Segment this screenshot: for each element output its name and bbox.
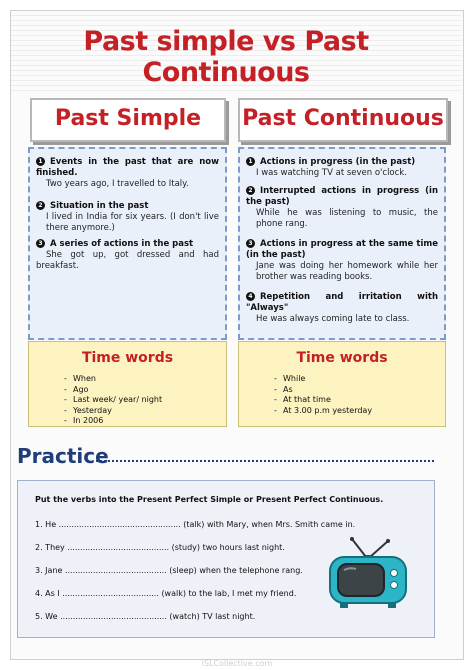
number-badge: 3 — [36, 239, 45, 248]
time-word: - As — [274, 385, 372, 396]
time-words-heading: Time words — [81, 350, 174, 366]
number-badge: 2 — [246, 186, 255, 195]
time-word: - Last week/ year/ night — [64, 395, 162, 406]
time-word: - Ago — [64, 385, 162, 396]
rule-item — [246, 239, 438, 283]
tv-icon — [326, 537, 410, 611]
exercise-sentence: 4. As I ...................................... (walk) to the lab, I met my friend. — [35, 589, 297, 598]
rule-example: Jane was doing her homework while her brother was reading books. — [256, 261, 438, 282]
rule-item — [36, 157, 219, 190]
number-badge: 4 — [246, 292, 255, 301]
time-word: - At that time — [274, 395, 372, 406]
past-continuous-heading: Past Continuous — [238, 98, 448, 142]
rule-example: She got up, got dressed and had breakfast. — [36, 250, 219, 271]
watermark: iSLCollective.com — [201, 659, 273, 668]
time-words-list — [64, 374, 162, 427]
time-word: - In 2006 — [64, 416, 162, 427]
exercise-instruction: Put the verbs into the Present Perfect Simple or Present Perfect Continuous. — [35, 495, 384, 504]
number-badge: 1 — [246, 157, 255, 166]
number-badge: 1 — [36, 157, 45, 166]
number-badge: 3 — [246, 239, 255, 248]
past-continuous-rules-box — [238, 147, 446, 340]
rule-item — [246, 186, 438, 230]
rule-item — [36, 239, 219, 272]
time-word: - At 3.00 p.m yesterday — [274, 406, 372, 417]
exercise-sentence: 5. We .......................................... (watch) TV last night. — [35, 612, 256, 621]
rule-title: Interrupted actions in progress (in the past) — [246, 186, 438, 207]
worksheet-title: Past simple vs Past Continuous — [83, 26, 369, 88]
practice-heading: Practice — [17, 444, 109, 468]
rule-item — [36, 201, 219, 234]
past-continuous-time-words — [238, 341, 446, 427]
rule-title: A series of actions in the past — [50, 239, 194, 249]
rule-item — [246, 292, 438, 325]
rule-title: Events in the past that are now finished. — [36, 157, 219, 178]
time-words-list — [274, 374, 372, 416]
time-word: - When — [64, 374, 162, 385]
exercise-sentence: 3. Jane ........................................ (sleep) when the telephone rang. — [35, 566, 303, 575]
rule-title: Situation in the past — [50, 201, 149, 211]
rule-example: While he was listening to music, the phone rang. — [256, 208, 438, 229]
number-badge: 2 — [36, 201, 45, 210]
time-words-heading: Time words — [296, 350, 388, 366]
rule-title: Repetition and irritation with "Always" — [246, 292, 438, 313]
past-simple-rules-box — [28, 147, 227, 340]
time-word: - While — [274, 374, 372, 385]
time-word: - Yesterday — [64, 406, 162, 417]
rule-example: Two years ago, I travelled to Italy. — [46, 179, 189, 189]
rule-title: Actions in progress at the same time (in the past) — [246, 239, 438, 260]
exercise-sentence: 2. They ........................................ (study) two hours last night. — [35, 543, 285, 552]
rule-example: I was watching TV at seven o'clock. — [256, 168, 407, 178]
rule-item — [246, 157, 438, 179]
practice-divider — [96, 460, 434, 462]
rule-example: I lived in India for six years. (I don't live there anymore.) — [46, 212, 219, 233]
past-simple-time-words — [28, 341, 227, 427]
exercise-sentence: 1. He ................................................ (talk) with Mary, when Mrs. Smith came in. — [35, 520, 356, 529]
past-simple-heading: Past Simple — [30, 98, 226, 142]
rule-example: He was always coming late to class. — [256, 314, 410, 324]
rule-title: Actions in progress (in the past) — [260, 157, 416, 167]
